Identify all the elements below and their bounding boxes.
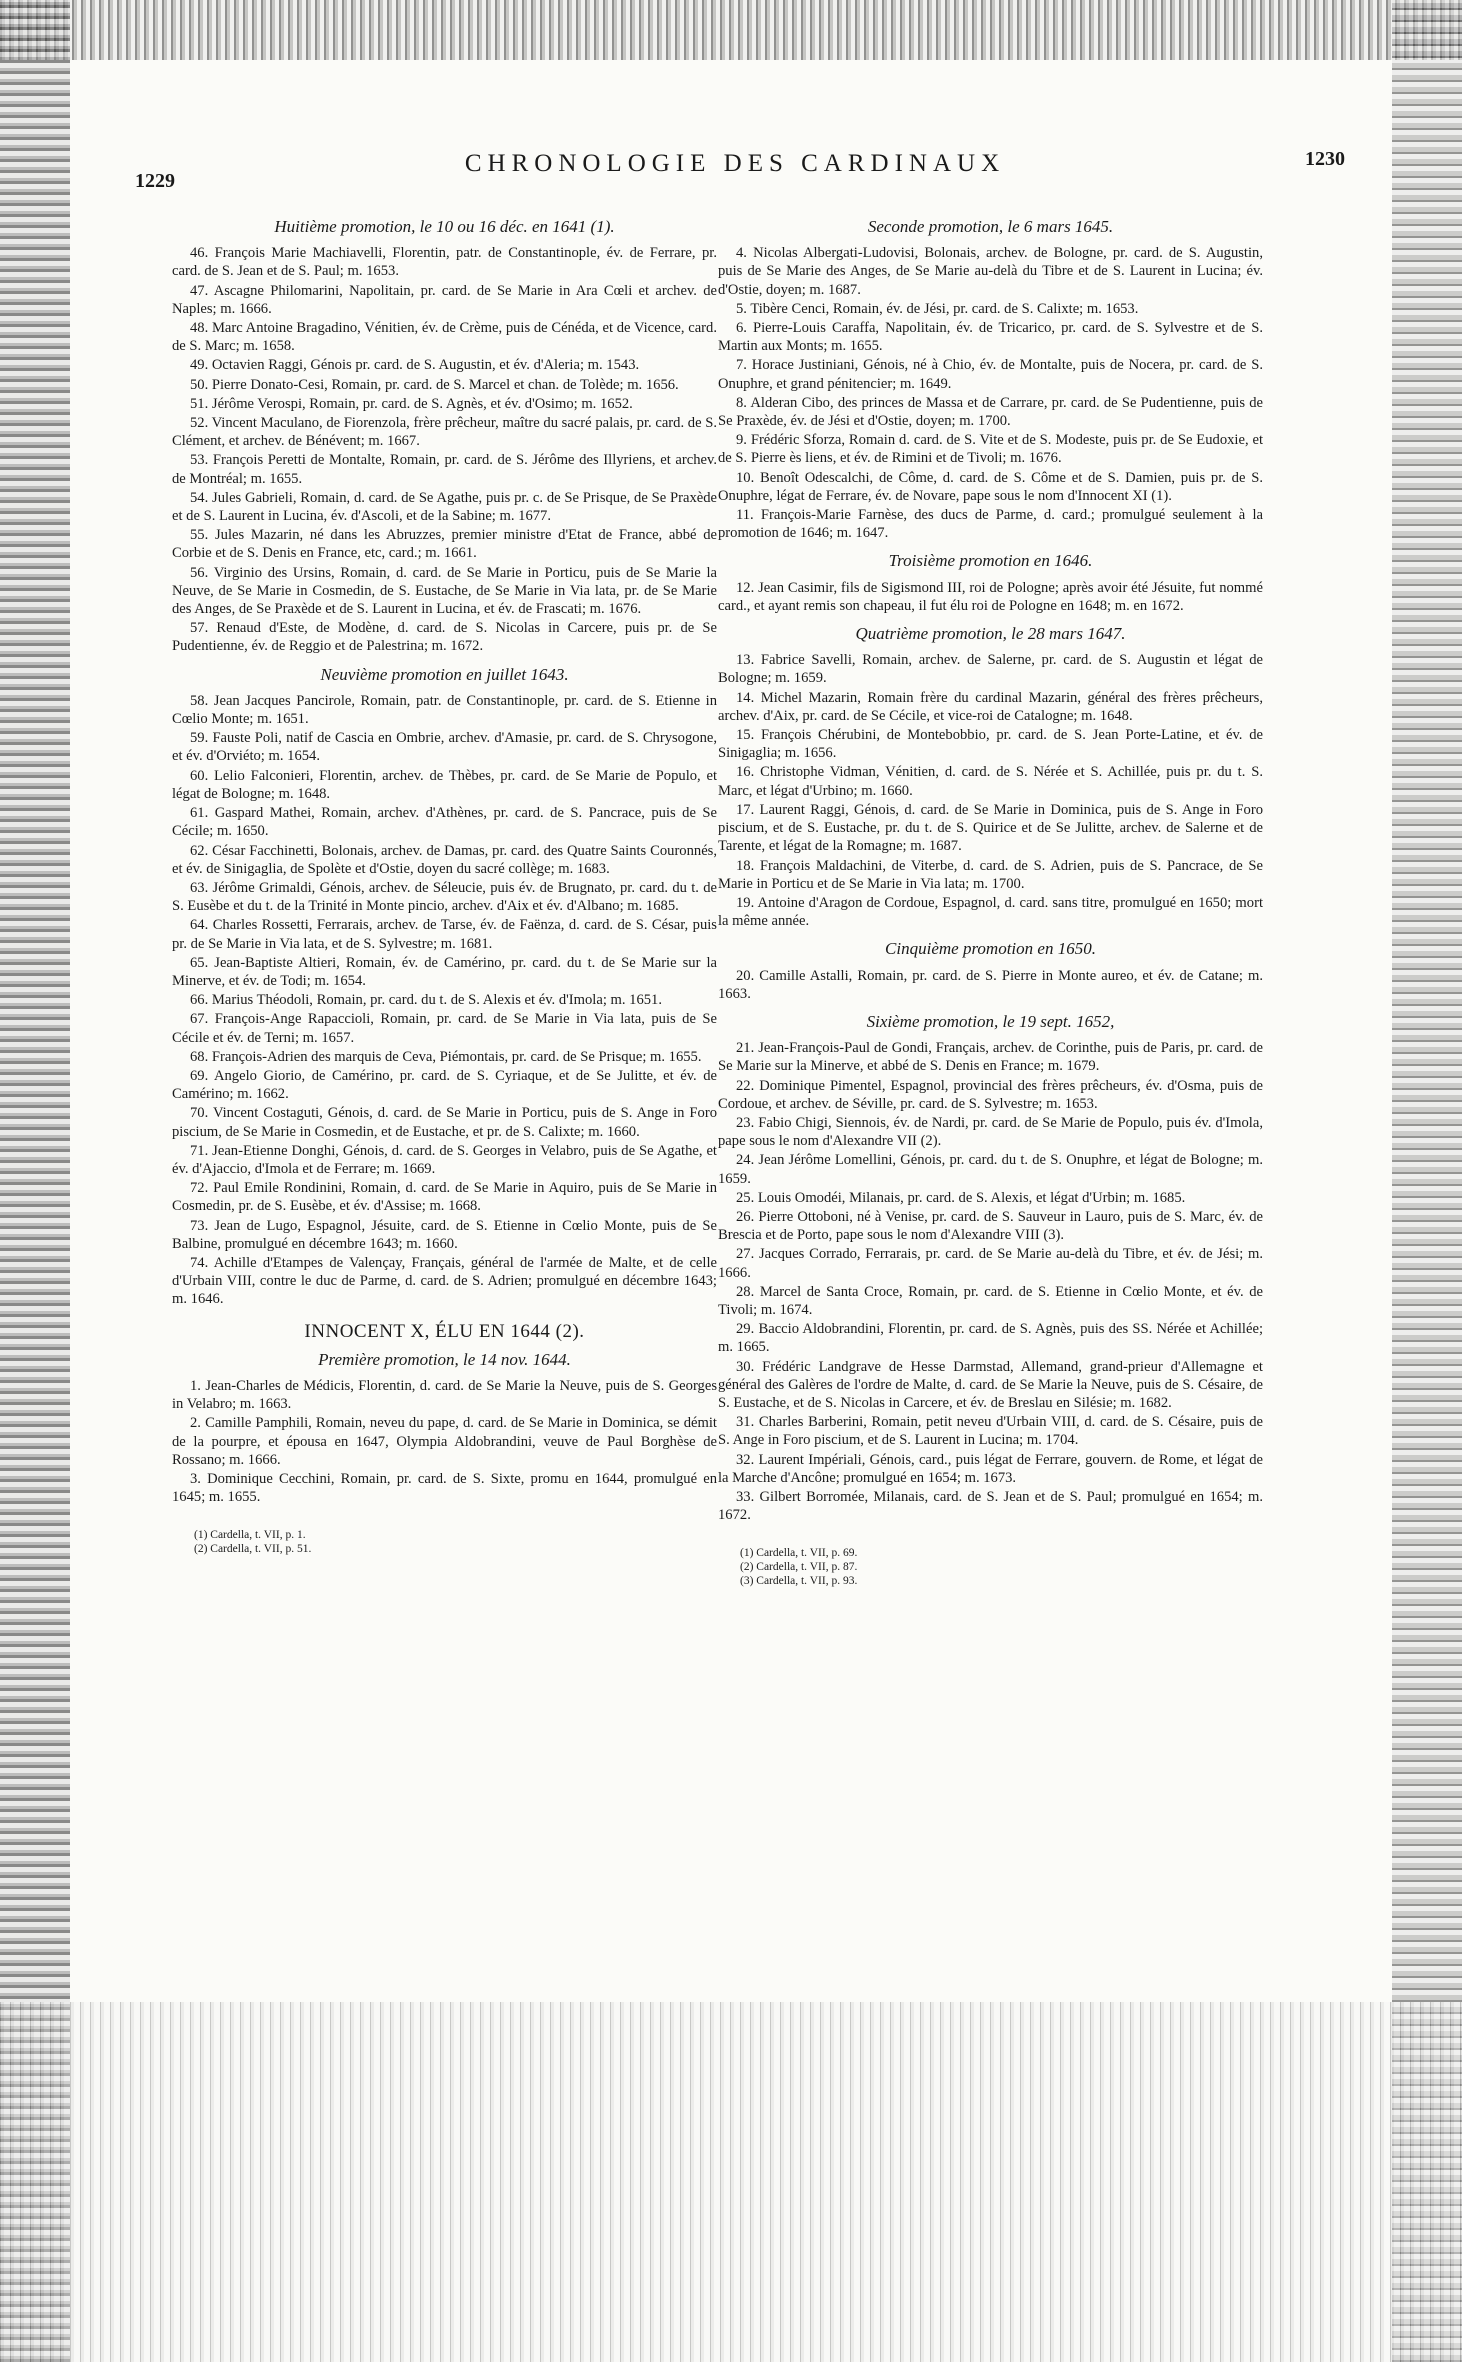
cardinal-entry: 70. Vincent Costaguti, Génois, d. card. de Se Marie in Porticu, puis de S. Ange in Foro piscium, de Se Marie in Cosmedin, et de Eustache, et pr. de S. Calixte; m. 1660.: [172, 1105, 717, 1140]
footnote: (2) Cardella, t. VII, p. 87.: [740, 1561, 858, 1574]
cardinal-entry: 20. Camille Astalli, Romain, pr. card. de S. Pierre in Monte aureo, et év. de Catane; m. 1663.: [718, 967, 1263, 1002]
cardinal-entry: 19. Antoine d'Aragon de Cordoue, Espagnol, d. card. sans titre, promulgué en 1650; mort la même année.: [718, 894, 1263, 930]
page-number-left: 1229: [135, 170, 175, 192]
cardinal-entry: 31. Charles Barberini, Romain, petit neveu d'Urbain VIII, d. card. de S. Césaire, puis de S. Ange in Foro piscium, et de S. Laurent in Lucina; m. 1704.: [718, 1414, 1263, 1449]
cardinal-entry: 71. Jean-Etienne Donghi, Génois, d. card. de S. Georges in Velabro, puis de Se Agathe, et év. d'Ajaccio, d'Imola et de Ferrare; m. 1669.: [172, 1142, 717, 1177]
cardinal-entry: 29. Baccio Aldobrandini, Florentin, pr. card. de S. Agnès, puis des SS. Nérée et Achillée; m. 1665.: [718, 1321, 1263, 1356]
cardinal-entry: 25. Louis Omodéi, Milanais, pr. card. de S. Alexis, et légat d'Urbin; m. 1685.: [736, 1189, 1186, 1206]
cardinal-entry: 49. Octavien Raggi, Génois pr. card. de S. Augustin, et év. d'Aleria; m. 1543.: [190, 357, 640, 374]
pope-heading: INNOCENT X, ÉLU EN 1644 (2).: [304, 1320, 585, 1342]
cardinal-entry: 68. François-Adrien des marquis de Ceva, Piémontais, pr. card. de Se Prisque; m. 1655.: [190, 1048, 702, 1065]
cardinal-entry: 66. Marius Théodoli, Romain, pr. card. du t. de S. Alexis et év. d'Imola; m. 1651.: [190, 992, 663, 1009]
cardinal-entry: 62. César Facchinetti, Bolonais, archev. de Damas, pr. card. des Quatre Saints Couronnés, et év. de Sinigaglia, de Spolète et d'Ostie, doyen du sacré collège; m. 1683.: [172, 842, 717, 877]
cardinal-entry: 73. Jean de Lugo, Espagnol, Jésuite, card. de S. Etienne in Cœlio Monte, puis de Se Balbine, promulgué en décembre 1643; m. 1660.: [172, 1217, 717, 1252]
promotion-heading: Cinquième promotion en 1650.: [885, 939, 1096, 959]
cardinal-entry: 14. Michel Mazarin, Romain frère du cardinal Mazarin, général des frères prêcheurs, archev. d'Aix, pr. card. de Se Cécile, et vice-roi de Catalogne; m. 1648.: [718, 689, 1263, 724]
cardinal-entry: 11. François-Marie Farnèse, des ducs de Parme, d. card.; promulgué seulement à la promotion de 1646; m. 1647.: [718, 507, 1263, 542]
promotion-heading: Sixième promotion, le 19 sept. 1652,: [866, 1011, 1115, 1031]
cardinal-entry: 48. Marc Antoine Bragadino, Vénitien, év. de Crème, puis de Cénéda, et de Vicence, card. de S. Marc; m. 1658.: [172, 320, 717, 355]
cardinal-entry: 67. François-Ange Rapaccioli, Romain, pr. card. de Se Marie in Via lata, puis de Se Cécile et év. de Terni; m. 1657.: [172, 1011, 717, 1046]
cardinal-entry: 28. Marcel de Santa Croce, Romain, pr. card. de S. Etienne in Cœlio Monte, et év. de Tivoli; m. 1674.: [718, 1283, 1263, 1318]
cardinal-entry: 3. Dominique Cecchini, Romain, pr. card. de S. Sixte, promu en 1644, promulgué en 1645; m. 1655.: [172, 1471, 717, 1506]
cardinal-entry: 51. Jérôme Verospi, Romain, pr. card. de S. Agnès, et év. d'Osimo; m. 1652.: [190, 395, 633, 412]
page-header: [125, 140, 1345, 190]
cardinal-entry: 1. Jean-Charles de Médicis, Florentin, d. card. de Se Marie la Neuve, puis de S. Georges in Velabro; m. 1663.: [172, 1377, 717, 1413]
cardinal-entry: 53. François Peretti de Montalte, Romain, pr. card. de S. Jérôme des Illyriens, et archev. de Montréal; m. 1655.: [172, 452, 717, 487]
promotion-heading: Huitième promotion, le 10 ou 16 déc. en 1641 (1).: [274, 217, 615, 236]
cardinal-entry: 23. Fabio Chigi, Siennois, év. de Nardi, pr. card. de Se Marie de Populo, puis év. d'Imola, pape sous le nom d'Alexandre VII (2).: [718, 1114, 1263, 1150]
cardinal-entry: 74. Achille d'Etampes de Valençay, Français, général de l'armée de Malte, et de celle d'Urbain VIII, contre le duc de Parme, d. card. de S. Adrien; promulgué en décembre 1643; m. 1646.: [172, 1254, 717, 1308]
cardinal-entry: 63. Jérôme Grimaldi, Génois, archev. de Séleucie, puis év. de Brugnato, pr. card. du t. de S. Eusèbe et du t. de la Trinité in Monte pincio, archev. d'Aix et év. d'Albano; m. 1685.: [172, 879, 717, 915]
running-title: CHRONOLOGIE DES CARDINAUX: [464, 150, 1006, 177]
cardinal-entry: 30. Frédéric Landgrave de Hesse Darmstad, Allemand, grand-prieur d'Allemagne et général des Galères de l'ordre de Malte, d. card. de Se Marie la Neuve, puis de S. Césaire, de S. Eustache, et de S. Nicolas in Carcere, et év. de Breslau en Silésie; m. 1682.: [718, 1358, 1263, 1411]
cardinal-entry: 57. Renaud d'Este, de Modène, d. card. de S. Nicolas in Carcere, puis pr. de Se Pudentienne, év. de Reggio et de Palestrina; m. 1672.: [172, 620, 717, 655]
footnotes: [718, 1546, 1263, 1588]
cardinal-entry: 59. Fauste Poli, natif de Cascia en Ombrie, archev. d'Amasie, pr. card. de S. Chrysogone, et év. d'Orviéto; m. 1654.: [172, 730, 717, 765]
cardinal-entry: 26. Pierre Ottoboni, né à Venise, pr. card. de S. Sauveur in Lauro, puis de S. Marc, év. de Brescia et de Porto, pape sous le nom d'Alexandre VIII (3).: [718, 1208, 1263, 1244]
cardinal-entry: 15. François Chérubini, de Montebobbio, pr. card. de S. Jean Porte-Latine, et év. de Sinigaglia; m. 1656.: [718, 727, 1263, 762]
page-number-right: 1230: [1305, 148, 1345, 170]
scan-edge-top: [0, 0, 1462, 60]
cardinal-entry: 13. Fabrice Savelli, Romain, archev. de Salerne, pr. card. de S. Augustin et légat de Bologne; m. 1659.: [718, 652, 1263, 687]
cardinal-entry: 6. Pierre-Louis Caraffa, Napolitain, év. de Tricarico, pr. card. de S. Sylvestre et de S. Martin aux Monts; m. 1655.: [718, 320, 1263, 355]
cardinal-entry: 9. Frédéric Sforza, Romain d. card. de S. Vite et de S. Modeste, puis pr. de Se Eudoxie, et de S. Pierre ès liens, et év. de Rimini et de Tivoli; m. 1676.: [718, 432, 1263, 467]
footnote: (2) Cardella, t. VII, p. 51.: [194, 1543, 312, 1556]
promotion-heading: Troisième promotion en 1646.: [888, 551, 1093, 571]
cardinal-entry: 65. Jean-Baptiste Altieri, Romain, év. de Camérino, pr. card. du t. de Se Marie sur la Minerve, et év. de Todi; m. 1654.: [172, 954, 717, 989]
cardinal-entry: 24. Jean Jérôme Lomellini, Génois, pr. card. du t. de S. Onuphre, et légat de Bologne; m. 1659.: [718, 1152, 1263, 1187]
cardinal-entry: 55. Jules Mazarin, né dans les Abruzzes, premier ministre d'Etat de France, abbé de Corbie et de S. Denis en France, etc, card.; m. 1661.: [172, 527, 717, 562]
right-column: [718, 208, 1263, 1588]
cardinal-entry: 18. François Maldachini, de Viterbe, d. card. de S. Adrien, puis de S. Pancrace, de Se Marie in Porticu et de Se Marie in Via lata; m. 1700.: [718, 857, 1263, 892]
cardinal-entry: 58. Jean Jacques Pancirole, Romain, patr. de Constantinople, pr. card. de S. Etienne in Cœlio Monte; m. 1651.: [172, 692, 717, 728]
cardinal-entry: 54. Jules Gabrieli, Romain, d. card. de Se Agathe, puis pr. c. de Se Prisque, de Se Praxède et de S. Laurent in Lucina, év. d'Ascoli, et de la Sabine; m. 1677.: [172, 489, 717, 525]
cardinal-entry: 50. Pierre Donato-Cesi, Romain, pr. card. de S. Marcel et chan. de Tolède; m. 1656.: [190, 376, 679, 393]
cardinal-entry: 47. Ascagne Philomarini, Napolitain, pr. card. de Se Marie in Ara Cœli et archev. de Naples; m. 1666.: [172, 282, 717, 317]
cardinal-entry: 4. Nicolas Albergati-Ludovisi, Bolonais, archev. de Bologne, pr. card. de S. Augustin, puis de Se Marie des Anges, de Se Marie au-delà du Tibre et de S. Laurent in Lucina; év. d'Ostie, doyen; m. 1687.: [718, 245, 1263, 298]
promotion-heading: Neuvième promotion en juillet 1643.: [320, 664, 569, 684]
footnote: (1) Cardella, t. VII, p. 69.: [740, 1547, 858, 1560]
cardinal-entry: 69. Angelo Giorio, de Camérino, pr. card. de S. Cyriaque, et de Se Julitte, et év. de Camérino; m. 1662.: [172, 1067, 717, 1103]
cardinal-entry: 12. Jean Casimir, fils de Sigismond III, roi de Pologne; après avoir été Jésuite, fut nommé card., et ayant remis son chapeau, il fut élu roi de Pologne en 1648; m. en 1672.: [718, 579, 1263, 614]
cardinal-entry: 72. Paul Emile Rondinini, Romain, d. card. de Se Marie in Aquiro, puis de Se Marie in Cosmedin, pr. de S. Eusèbe, et év. d'Assise; m. 1668.: [172, 1180, 717, 1215]
cardinal-entry: 2. Camille Pamphili, Romain, neveu du pape, d. card. de Se Marie in Dominica, se démit de la pourpre, et épousa en 1647, Olympia Aldobrandini, veuve de Paul Borghèse de Rossano; m. 1666.: [172, 1415, 717, 1468]
cardinal-entry: 32. Laurent Impériali, Génois, card., puis légat de Ferrare, gouvern. de Rome, et légat de la Marche d'Ancône; promulgué en 1654; m. 1673.: [718, 1451, 1263, 1486]
promotion-heading: Première promotion, le 14 nov. 1644.: [318, 1349, 571, 1369]
cardinal-entry: 22. Dominique Pimentel, Espagnol, provincial des frères prêcheurs, év. d'Osma, puis de Cordoue, et archev. de Séville, pr. card. de S. Sylvestre; m. 1653.: [718, 1077, 1263, 1112]
cardinal-entry: 56. Virginio des Ursins, Romain, d. card. de Se Marie in Porticu, puis de Se Marie la Neuve, de Se Marie in Cosmedin, de S. Eustache, de Se Marie in Via lata, pr. de Se Marie des Anges, de Se Praxède et de S. Laurent in Lucina, et év. de Frascati; m. 1676.: [172, 564, 717, 618]
cardinal-entry: 16. Christophe Vidman, Vénitien, d. card. de S. Nérée et S. Achillée, puis pr. du t. S. Marc, et légat d'Urbino; m. 1660.: [718, 764, 1263, 799]
footnote: (1) Cardella, t. VII, p. 1.: [194, 1529, 306, 1542]
footnote: (3) Cardella, t. VII, p. 93.: [740, 1575, 858, 1588]
cardinal-entry: 64. Charles Rossetti, Ferrarais, archev. de Tarse, év. de Faënza, d. card. de S. César, puis pr. de Se Marie in Via lata, et de S. Sylvestre; m. 1681.: [172, 917, 717, 952]
cardinal-entry: 52. Vincent Maculano, de Fiorenzola, frère prêcheur, maître du sacré palais, pr. card. de S. Clément, et archev. de Bénévent; m. 1667.: [172, 415, 717, 450]
promotion-heading: Quatrième promotion, le 28 mars 1647.: [855, 624, 1126, 644]
cardinal-entry: 33. Gilbert Borromée, Milanais, card. de S. Jean et de S. Paul; promulgué en 1654; m. 1672.: [718, 1489, 1263, 1524]
cardinal-entry: 8. Alderan Cibo, des princes de Massa et de Carrare, pr. card. de Se Pudentienne, puis de Se Praxède, év. de Jési et d'Ostie, doyen; m. 1700.: [718, 394, 1263, 430]
promotion-heading: Seconde promotion, le 6 mars 1645.: [867, 217, 1114, 236]
cardinal-entry: 5. Tibère Cenci, Romain, év. de Jési, pr. card. de S. Calixte; m. 1653.: [736, 300, 1139, 317]
cardinal-entry: 7. Horace Justiniani, Génois, né à Chio, év. de Montalte, puis de Nocera, pr. card. de S. Onuphre, et grand pénitencier; m. 1649.: [718, 357, 1263, 392]
cardinal-entry: 60. Lelio Falconieri, Florentin, archev. de Thèbes, pr. card. de Se Marie de Populo, et légat de Bologne; m. 1648.: [172, 767, 717, 802]
cardinal-entry: 27. Jacques Corrado, Ferrarais, pr. card. de Se Marie au-delà du Tibre, et év. de Jési; m. 1666.: [718, 1246, 1263, 1281]
left-column: [172, 208, 717, 1556]
cardinal-entry: 10. Benoît Odescalchi, de Côme, d. card. de S. Côme et de S. Damien, puis pr. de S. Onuphre, légat de Ferrare, év. de Novare, pape sous le nom d'Innocent XI (1).: [718, 469, 1263, 504]
cardinal-entry: 46. François Marie Machiavelli, Florentin, patr. de Constantinople, év. de Ferrare, pr. card. de S. Jean et de S. Paul; m. 1653.: [172, 245, 717, 280]
cardinal-entry: 17. Laurent Raggi, Génois, d. card. de Se Marie in Dominica, puis de S. Ange in Foro piscium, et de S. Eustache, pr. du t. de S. Quirice et de Se Julitte, archev. de Salerne et de Tarente, et légat de la Romagne; m. 1687.: [718, 801, 1263, 855]
cardinal-entry: 21. Jean-François-Paul de Gondi, Français, archev. de Corinthe, puis de Paris, pr. card. de Se Marie sur la Minerve, et abbé de S. Denis en France; m. 1679.: [718, 1040, 1263, 1075]
scan-edge-bottom: [0, 2002, 1462, 2362]
cardinal-entry: 61. Gaspard Mathei, Romain, archev. d'Athènes, pr. card. de S. Pancrace, puis de Se Cécile; m. 1650.: [172, 805, 717, 840]
footnotes: [172, 1528, 717, 1556]
